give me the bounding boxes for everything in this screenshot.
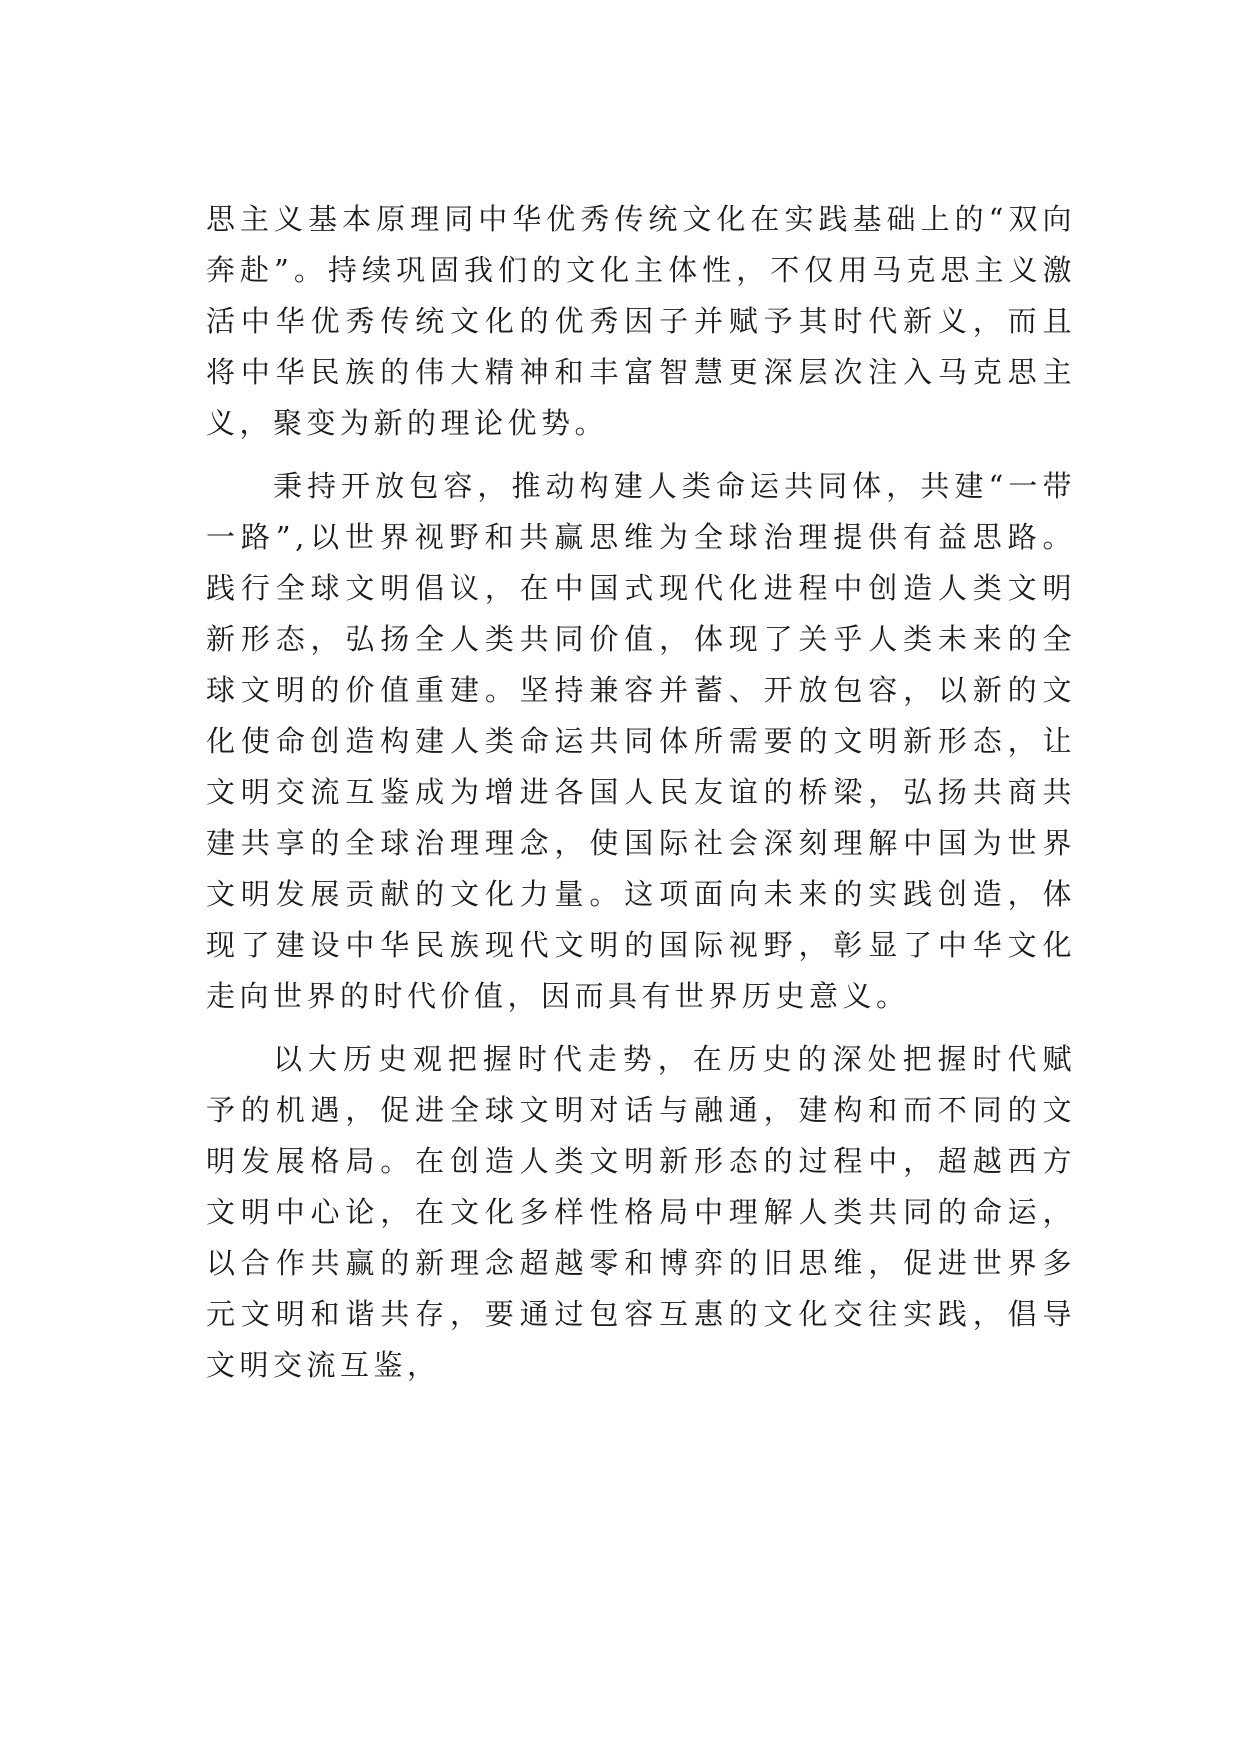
paragraph-2: 秉持开放包容，推动构建人类命运共同体，共建“一带一路”,以世界视野和共赢思维为全球治理提供有益思路。践行全球文明倡议，在中国式现代化进程中创造人类文明新形态，弘扬全人类共同价值，体现了关乎人类未来的全球文明的价值重建。坚持兼容并蓄、开放包容，以新的文化使命创造构建人类命运共同体所需要的文明新形态，让文明交流互鉴成为增进各国人民友谊的桥梁，弘扬共商共建共享的全球治理理念，使国际社会深刻理解中国为世界文明发展贡献的文化力量。这项面向未来的实践创造，体现了建设中华民族现代文明的国际视野，彰显了中华文化走向世界的时代价值，因而具有世界历史意义。: [206, 469, 1076, 1013]
paragraph-3: 以大历史观把握时代走势，在历史的深处把握时代赋予的机遇，促进全球文明对话与融通，建构和而不同的文明发展格局。在创造人类文明新形态的过程中，超越西方文明中心论，在文化多样性格局中理解人类共同的命运，以合作共赢的新理念超越零和博弈的旧思维，促进世界多元文明和谐共存，要通过包容互惠的文化交往实践，倡导文明交流互鉴，: [206, 1042, 1076, 1382]
paragraph-1: 思主义基本原理同中华优秀传统文化在实践基础上的“双向奔赴”。持续巩固我们的文化主体性，不仅用马克思主义激活中华优秀传统文化的优秀因子并赋予其时代新义，而且将中华民族的伟大精神和丰富智慧更深层次注入马克思主义，聚变为新的理论优势。: [206, 202, 1076, 440]
body-text: [206, 194, 1076, 1403]
